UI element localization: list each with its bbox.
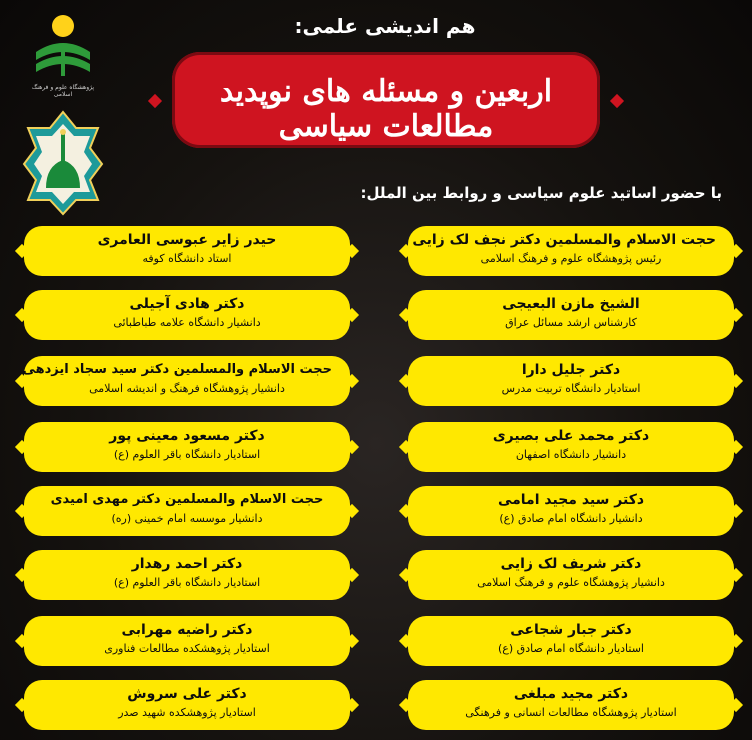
speaker-card (24, 616, 350, 666)
speaker-card (24, 486, 350, 536)
speaker-name: دکتر شریف لک زایی (500, 556, 642, 572)
speaker-name: دکتر هادی آجیلی (129, 296, 245, 312)
speaker-name: دکتر مجید مبلغی (513, 686, 629, 702)
speaker-role: کارشناس ارشد مسائل عراق (505, 316, 637, 329)
speaker-card (24, 290, 350, 340)
banner-diamond-right-icon (610, 94, 624, 108)
speaker-role: دانشیار دانشگاه علامه طباطبائی (113, 316, 261, 329)
speaker-role: دانشیار پژوهشگاه علوم و فرهنگ اسلامی (477, 576, 665, 589)
speaker-role: استادیار پژوهشکده مطالعات فناوری (104, 642, 270, 655)
speaker-name: حجت الاسلام والمسلمین دکتر مهدی امیدی (50, 492, 324, 507)
speaker-role: استادیار پژوهشکده شهید صدر (118, 706, 256, 719)
speaker-role: استادیار دانشگاه تربیت مدرس (501, 382, 641, 395)
speaker-name: دکتر احمد رهدار (131, 556, 243, 572)
speaker-card (408, 422, 734, 472)
speaker-card (408, 616, 734, 666)
speaker-card (24, 550, 350, 600)
speaker-role: دانشیار دانشگاه امام صادق (ع) (499, 512, 643, 525)
speaker-name: دکتر محمد علی بصیری (492, 428, 650, 444)
speaker-card (408, 486, 734, 536)
speaker-card (24, 356, 350, 406)
speaker-role: استادیار دانشگاه امام صادق (ع) (498, 642, 644, 655)
speaker-name: حجت الاسلام والمسلمین دکتر سید سجاد ایزدهی (22, 362, 332, 377)
speaker-role: استاد دانشگاه کوفه (142, 252, 232, 265)
event-label: هم اندیشی علمی: (294, 14, 476, 38)
speaker-card (408, 680, 734, 730)
logo-caption: پژوهشگاه علوم و فرهنگ اسلامی (31, 84, 95, 98)
speaker-name: دکتر راضیه مهرابی (121, 622, 253, 638)
speaker-card (24, 226, 350, 276)
speaker-name: دکتر جلیل دارا (521, 362, 621, 378)
speaker-name: دکتر جبار شجاعی (510, 622, 632, 638)
speaker-role: استادیار پژوهشگاه مطالعات انسانی و فرهنگی (465, 706, 677, 719)
speaker-role: استادیار دانشگاه باقر العلوم (ع) (113, 576, 261, 589)
speaker-card (24, 680, 350, 730)
speaker-card (408, 290, 734, 340)
speaker-role: دانشیار دانشگاه اصفهان (515, 448, 627, 461)
speaker-role: دانشیار پژوهشگاه فرهنگ و اندیشه اسلامی (89, 382, 285, 395)
speaker-name: دکتر مسعود معینی پور (109, 428, 265, 444)
speaker-role: رئیس پژوهشگاه علوم و فرهنگ اسلامی (480, 252, 662, 265)
speakers-subtitle: با حضور اساتید علوم سیاسی و روابط بین الملل: (360, 184, 722, 202)
speaker-name: دکتر سید مجید امامی (497, 492, 645, 508)
main-title: اربعین و مسئله های نوپدید مطالعات سیاسی (219, 74, 553, 144)
speaker-role: استادیار دانشگاه باقر العلوم (ع) (113, 448, 261, 461)
speaker-name: حیدر زایر عبوسی العامری (97, 232, 277, 248)
speaker-role: دانشیار موسسه امام خمینی (ره) (111, 512, 263, 525)
speaker-name: حجت الاسلام والمسلمین دکتر نجف لک زایی (412, 232, 716, 248)
speaker-name: دکتر علی سروش (127, 686, 247, 702)
banner-diamond-left-icon (148, 94, 162, 108)
speaker-name: الشیخ مازن البعیجی (502, 296, 640, 312)
speaker-card (24, 422, 350, 472)
speaker-card (408, 550, 734, 600)
shrine-dome-icon (20, 108, 106, 216)
speaker-card (408, 226, 734, 276)
speaker-card (408, 356, 734, 406)
